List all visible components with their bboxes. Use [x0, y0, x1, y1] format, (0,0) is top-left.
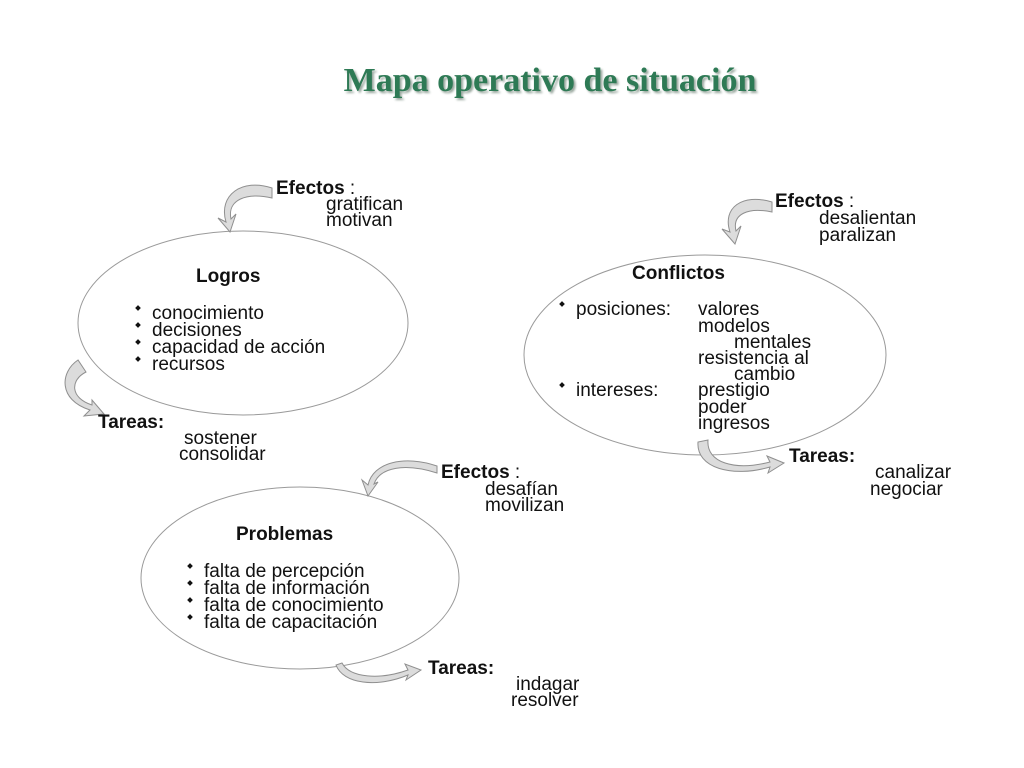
list-item: falta de capacitación	[188, 614, 384, 631]
conflictos-tareas-item: canalizar	[875, 462, 952, 483]
logros-efectos-item: motivan	[326, 210, 393, 231]
problemas-tareas-item: resolver	[511, 690, 579, 711]
conflictos-posiciones-item: resistencia al	[698, 348, 809, 369]
problemas-efectos-item: movilizan	[485, 495, 565, 516]
conflictos-tareas-item: negociar	[870, 479, 943, 500]
problemas-efectos-arrow-icon	[362, 461, 437, 496]
conflictos-posiciones-item: modelos	[698, 316, 770, 337]
list-item: decisiones	[136, 322, 325, 339]
list-item: capacidad de acción	[136, 339, 325, 356]
conflictos-efectos-label: Efectos :	[775, 191, 855, 212]
conflictos-heading: Conflictos	[632, 263, 725, 284]
list-item: falta de conocimiento	[188, 597, 384, 614]
logros-tareas-label: Tareas:	[98, 412, 165, 433]
problemas-heading: Problemas	[236, 524, 334, 545]
problemas-tareas-label: Tareas:	[428, 658, 495, 679]
logros-tareas-arrow-icon	[65, 360, 104, 416]
problemas-tareas-arrow-icon	[336, 663, 421, 683]
problemas-efectos-item: desafían	[485, 479, 558, 500]
problemas-efectos-label: Efectos :	[441, 462, 521, 483]
logros-heading: Logros	[196, 266, 261, 287]
problemas-tareas-item: indagar	[516, 674, 580, 695]
list-item: falta de percepción	[188, 563, 384, 580]
page-title: Mapa operativo de situación	[343, 62, 757, 99]
conflictos-intereses-item: poder	[698, 397, 747, 418]
logros-efectos-item: gratifican	[326, 194, 404, 215]
problemas-list	[188, 563, 384, 631]
conflictos-tareas-label: Tareas:	[789, 446, 856, 467]
conflictos-efectos-item: paralizan	[819, 225, 897, 246]
list-item: recursos	[136, 356, 325, 373]
logros-tareas-item: sostener	[184, 428, 257, 449]
logros-list	[136, 305, 325, 373]
conflictos-posiciones-item: mentales	[734, 332, 812, 353]
list-item: falta de información	[188, 580, 384, 597]
conflictos-efectos-item: desalientan	[819, 208, 917, 229]
conflictos-tareas-arrow-icon	[698, 440, 784, 473]
logros-efectos-arrow-icon	[218, 185, 272, 232]
list-item: posiciones: valores	[560, 301, 759, 318]
list-item: intereses: prestigio	[560, 382, 770, 399]
list-item: conocimiento	[136, 305, 325, 322]
conflictos-intereses-item: ingresos	[698, 413, 770, 434]
conflictos-posiciones-item: cambio	[734, 364, 796, 385]
logros-efectos-label: Efectos :	[276, 178, 356, 199]
logros-tareas-item: consolidar	[179, 444, 266, 465]
conflictos-efectos-arrow-icon	[722, 199, 772, 244]
